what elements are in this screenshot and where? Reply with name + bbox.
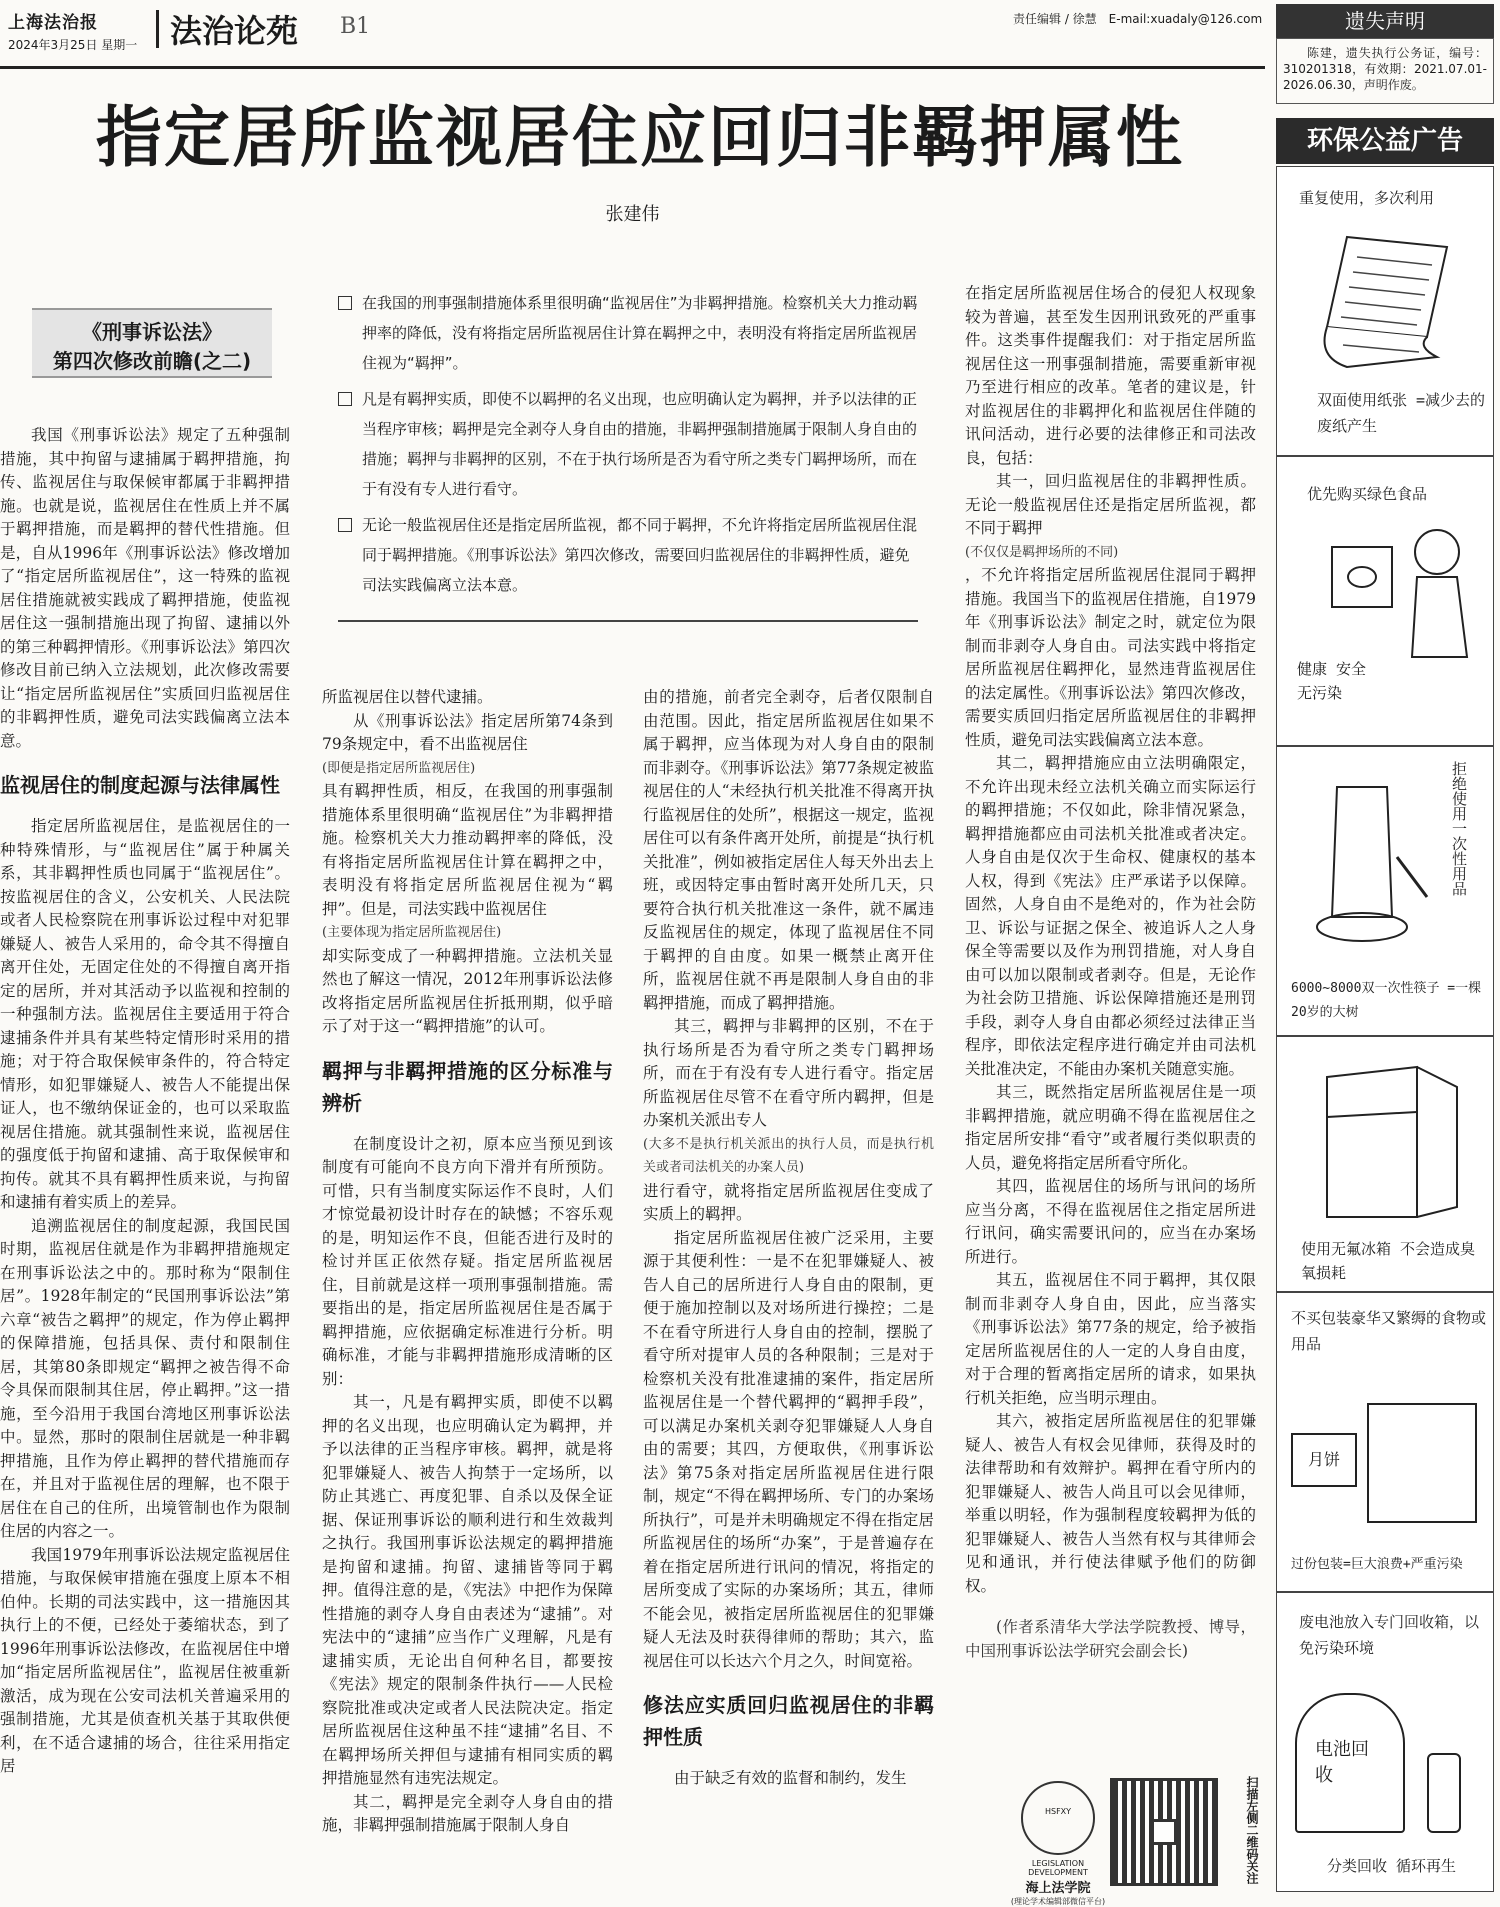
logo-emblem: HSFXY — [1021, 1781, 1095, 1855]
paragraph: 我国1979年刑事诉讼法规定监视居住措施，与取保候审措施在强度上原本不相伯仲。长期的司法实践中，这一措施因其执行上的不便，已经处于萎缩状态，到了1996年刑事诉讼法修改，在监视居住中增加“指定居所监视居住”，监视居住被重新激活，成为现在公安司法机关普遍采用的强制措施，尤其是侦查机关基于其取供便利，在不适合逮捕的场合，往往采用指定居 — [0, 1545, 290, 1775]
paragraph: 我国《刑事诉讼法》规定了五种强制措施，其中拘留与逮捕属于羁押措施，拘传、监视居住与取保候审都属于非羁押措施。也就是说，监视居住在性质上并不属于羁押措施，而是羁押的替代性措施。但是，自从1996年《刑事诉讼法》修改增加了“指定居所监视居住”，这一特殊的监视居住措施就被实践成了羁押措施，使监视居住这一强制措施出现了拘留、逮捕以外的第三种羁押情形。《刑事诉讼法》第四次修改目前已纳入立法规划，此次修改需要让“指定居所监视居住”实质回归监视居住的非羁押性质，避免司法实践偏离立法本意。 — [0, 426, 290, 750]
paragraph: 其一，凡是有羁押实质，即使不以羁押的名义出现，也应明确认定为羁押，并予以法律的正当程序审核。羁押，就是将犯罪嫌疑人、被告人拘禁于一定场所，以防止其逃亡、再度犯罪、自杀以及保全证据、保证刑事诉讼的顺利进行和生效裁判之执行。我国刑事诉讼法规定的羁押措施是拘留和逮捕。拘留、逮捕皆等同于羁押。值得注意的是，《宪法》中把作为保障性措施的剥夺人身自由表述为“逮捕”。对宪法中的“逮捕”应当作广义理解，凡是有逮捕实质，无论出自何种名目，都要按《宪法》规定的限制条件执行——人民检察院批准或决定或者人民法院决定。指定居所监视居住这种虽不挂“逮捕”名目、不在羁押场所关押但与逮捕有相同实质的羁押措施显然有违宪法规定。 — [322, 1393, 613, 1787]
mooncake-box-icon: 月饼 — [1291, 1433, 1357, 1487]
fridge-icon — [1307, 1057, 1467, 1227]
checkbox-icon — [338, 296, 352, 310]
paragraph: 指定居所监视居住，是监视居住的一种特殊情形，与“监视居住”属于种属关系，其非羁押性质也同属于“监视居住”。按监视居住的含义，公安机关、人民法院或者人民检察院在刑事诉讼过程中对犯罪嫌疑人、被告人采用的，命令其不得擅自离开住处，无固定住处的不得擅自离开指定的居所，并对其活动予以监视和控制的一种强制方法。监视居住主要适用于符合逮捕条件并具有某些特定情形时采用的措施；对于符合取保候审条件的，符合特定情形，如犯罪嫌疑人、被告人不能提出保证人，也不缴纳保证金的，也可以采取监视居住措施。就其强制性来说，监视居住的强度低于拘留和逮捕、高于取保候审和拘传。就其不具有羁押性质来说，与拘留和逮捕有着实质上的差异。 — [0, 817, 290, 1211]
eco-panel-paper: 重复使用，多次利用 双面使用纸张 =减少去的废纸产生 — [1276, 166, 1494, 456]
paragraph: 指定居所监视居住被广泛采用，主要源于其便利性：一是不在犯罪嫌疑人、被告人自己的居所进行人身自由的限制，更便于施加控制以及对场所进行操控；二是不在看守所进行人身自由的控制，摆脱了看守所对提审人员的各种限制；三是对于检察机关没有批准逮捕的案件，指定居所监视居住是一个替代羁押的“羁押手段”，可以满足办案机关剥夺犯罪嫌疑人人身自由的需要；其四，方便取供，《刑事诉讼法》第75条对指定居所监视居住进行限制，规定“不得在羁押场所、专门的办案场所执行”，可是并未明确规定不得在指定居所监视居住的场所“办案”，于是普遍存在着在指定居所进行讯问的情况，将指定的居所变成了实际的办案场所；其五，律师不能会见，被指定居所监视居住的犯罪嫌疑人无法及时获得律师的帮助；其六，监视居住可以长达六个月之久，时间宽裕。 — [643, 1228, 934, 1670]
battery-icon — [1427, 1753, 1461, 1833]
gift-boxes-icon — [1367, 1403, 1477, 1523]
article-column-4 — [965, 282, 1256, 1782]
series-line-2: 第四次修改前瞻(之二) — [52, 349, 252, 373]
inline-note: (大多不是执行机关派出的执行人员，而是执行机关或者司法机关的办案人员) — [643, 1136, 934, 1175]
paragraph: 由于缺乏有效的监督和制约，发生 — [674, 1769, 907, 1787]
lost-notice-title: 遗失声明 — [1276, 4, 1494, 38]
section-name: 法治论苑 — [170, 12, 299, 50]
paragraph: 其二，羁押是完全剥夺人身自由的措施，非羁押强制措施属于限制人身自 — [322, 1792, 613, 1834]
series-line-1: 《刑事诉讼法》 — [82, 320, 222, 344]
law-school-logo — [1008, 1775, 1108, 1906]
page-number: B1 — [340, 14, 371, 39]
editor-line: 责任编辑 / 徐慧 E-mail:xuadaly@126.com — [1013, 12, 1263, 26]
recycle-bin-icon: 电池回收 — [1295, 1693, 1405, 1833]
subheading: 修法应实质回归监视居住的非羁押性质 — [643, 1693, 934, 1749]
paper-sheets-icon — [1307, 227, 1467, 377]
article-column-2 — [322, 686, 613, 1894]
paragraph: 其六，被指定居所监视居住的犯罪嫌疑人、被告人有权会见律师，获得及时的法律帮助和有效辩护。羁押在看守所内的犯罪嫌疑人、被告人尚且可以会见律师，举重以明轻，作为强制程度较羁押为低的犯罪嫌疑人、被告人当然有权与其律师会见和通讯，并行使法律赋予他们的防御权。 — [965, 1412, 1256, 1595]
summary-item: 凡是有羁押实质，即使不以羁押的名义出现，也应明确认定为羁押，并予以法律的正当程序审核；羁押是完全剥夺人身自由的措施，非羁押强制措施属于限制人身自由的措施；羁押与非羁押的区别，不在于执行场所是否为看守所之类专门羁押场所，而在于有没有专人进行看守。 — [338, 384, 918, 504]
paragraph: 其一，回归监视居住的非羁押性质。无论一般监视居住还是指定居所监视，都不同于羁押 — [965, 472, 1256, 537]
paragraph: 所监视居住以替代逮捕。 — [322, 688, 493, 706]
author: 张建伟 — [605, 204, 660, 225]
paragraph: 由的措施，前者完全剥夺，后者仅限制自由范围。因此，指定居所监视居住如果不属于羁押，应当体现为对人身自由的限制而非剥夺。《刑事诉讼法》第77条规定被监视居住的人“未经执行机关批准不得离开执行监视居住的处所”，根据这一规定，监视居住可以有条件离开处所，前提是“执行机关批准”，例如被指定居住人每天外出去上班，或因特定事由暂时离开处所几天，只要符合执行机关批准这一条件，就不属违反监视居住的规定，体现了监视居住不同于羁押的自由度。如果一概禁止离开住所，监视居住就不再是限制人身自由的非羁押措施，而成了羁押措施。 — [643, 688, 934, 1012]
eco-panel-green-food: 优先购买绿色食品 健康 安全 无污染 — [1276, 456, 1494, 746]
paragraph: 追溯监视居住的制度起源，我国民国时期，监视居住就是作为非羁押措施规定在刑事诉讼法之中的。那时称为“限制住居”。1928年制定的“民国刑事诉讼法”第六章“被告之羁押”的规定，作为停止羁押的保障措施，包括具保、责付和限制住居，其第80条即规定“羁押之被告得不命令具保而限制其住居，停止羁押。”这一措施，至今沿用于我国台湾地区刑事诉讼法中。显然，那时的限制住居就是一种非羁押措施，且作为停止羁押的替代措施而存在，并且对于监视住居的理解，也不限于居住在自己的住所，出境管制也作为限制住居的内容之一。 — [0, 1216, 290, 1540]
paragraph: 从《刑事诉讼法》指定居所第74条到79条规定中，看不出监视居住 — [322, 711, 613, 753]
paragraph: 其四，监视居住的场所与讯问的场所应当分离，不得在监视居住之指定居所进行讯问，确实需要讯问的，应当在办案场所进行。 — [965, 1177, 1256, 1266]
inline-note: (不仅仅是羁押场所的不同) — [965, 544, 1119, 560]
checkbox-icon — [338, 518, 352, 532]
summary-item: 在我国的刑事强制措施体系里很明确“监视居住”为非羁押措施。检察机关大力推动羁押率的降低，没有将指定居所监视居住计算在羁押之中，表明没有将指定居所监视居住视为“羁押”。 — [338, 288, 918, 378]
eco-panel-packaging: 不买包装豪华又繁缛的食物或用品 月饼 过份包装=巨大浪费+严重污染 — [1276, 1292, 1494, 1592]
paragraph: 在制度设计之初，原本应当预见到该制度有可能向不良方向下滑并有所预防。可惜，只有当制度实际运作不良时，人们才惊觉最初设计时存在的缺憾；不容乐观的是，明知运作不良，但能否进行及时的检讨并匡正依然存疑。指定居所监视居住，目前就是这样一项刑事强制措施。需要指出的是，指定居所监视居住是否属于羁押措施，应依据确定标准进行分析。明确标准，才能与非羁押措施形成清晰的区别： — [322, 1134, 613, 1388]
article-column-1 — [0, 424, 290, 1894]
paragraph: ，不允许将指定居所监视居住混同于羁押措施。我国当下的监视居住措施，自1979年《刑事诉讼法》制定之时，就定位为限制而非剥夺人身自由。司法实践中将指定居所监视居住羁押化，显然违背监视居住的法定属性。《刑事诉讼法》第四次修改，需要实质回归指定居所监视居住的非羁押性质，避免司法实践偏离立法本意。 — [965, 566, 1256, 749]
shopper-girl-icon — [1322, 517, 1482, 667]
inline-note: (主要体现为指定居所监视居住) — [322, 925, 502, 940]
article-column-3 — [643, 686, 934, 1894]
eco-panel-fridge: 使用无氟冰箱 不会造成臭氧损耗 — [1276, 1036, 1494, 1292]
inline-note: (即便是指定居所监视居住) — [322, 760, 476, 776]
paragraph: 进行看守，就将指定居所监视居住变成了实质上的羁押。 — [643, 1181, 934, 1223]
eco-panel-battery: 废电池放入专门回收箱，以免污染环境 电池回收 分类回收 循环再生 — [1276, 1592, 1494, 1892]
logo-ring-text: LEGISLATION DEVELOPMENT — [1028, 1859, 1088, 1877]
header-rule — [0, 66, 1265, 69]
paragraph: 其二，羁押措施应由立法明确限定，不允许出现未经立法机关确立而实际运行的羁押措施；不仅如此，除非情况紧急，羁押措施都应由司法机关批准或者决定。人身自由是仅次于生命权、健康权的基本人权，得到《宪法》庄严承诺予以保障。固然，人身自由不是绝对的，作为社会防卫、诉讼与证据之保全、被追诉人之人身保全等需要以及作为刑罚措施，对人身自由可以加以限制或者剥夺。但是，无论作为社会防卫措施、诉讼保障措施还是刑罚手段，剥夺人身自由都必须经过法律正当程序，即依法定程序进行确定并由司法机关批准决定，不能由办案机关随意实施。 — [965, 754, 1256, 1078]
qr-caption: 扫描左侧二维码关注 — [1245, 1776, 1259, 1884]
paragraph: 其五，监视居住不同于羁押，其仅限制而非剥夺人身自由，因此，应当落实《刑事诉讼法》第77条的规定，给予被指定居所监视居住的人一定的人身自由度，对于合理的暂离指定居所的请求，如果执行机关拒绝，应当明示理由。 — [965, 1271, 1256, 1407]
summary-item: 无论一般监视居住还是指定居所监视，都不同于羁押，不允许将指定居所监视居住混同于羁押措施。《刑事诉讼法》第四次修改，需要回归监视居住的非羁押性质，避免司法实践偏离立法本意。 — [338, 510, 918, 600]
subheading: 监视居住的制度起源与法律属性 — [0, 773, 280, 797]
lost-notice-text: 陈建，遗失执行公务证，编号：310201318，有效期：2021.07.01-2026.06.30，声明作废。 — [1276, 38, 1494, 104]
logo-subtitle: (理论学术编辑部微信平台) — [1010, 1897, 1106, 1906]
series-tag — [32, 308, 272, 378]
qr-center-icon — [1151, 1819, 1177, 1845]
paper-logo: 上海法治报 — [8, 13, 98, 33]
author-bio: (作者系清华大学法学院教授、博导，中国刑事诉讼法学研究会副会长) — [965, 1618, 1256, 1660]
qr-code[interactable] — [1110, 1778, 1218, 1886]
tree-stump-icon — [1297, 767, 1437, 967]
paragraph: 其三，羁押与非羁押的区别，不在于执行场所是否为看守所之类专门羁押场所，而在于有没有专人进行看守。指定居所监视居住尽管不在看守所内羁押，但是办案机关派出专人 — [643, 1017, 934, 1129]
paragraph: 其三，既然指定居所监视居住是一项非羁押措施，就应明确不得在监视居住之指定居所安排“看守”或者履行类似职责的人员，避免将指定居所看守所化。 — [965, 1083, 1256, 1172]
eco-ad-title: 环保公益广告 — [1276, 118, 1494, 164]
eco-panel-chopsticks: 拒绝使用一次性用品 6000~8000双一次性筷子 =一棵 20岁的大树 — [1276, 746, 1494, 1036]
summary-box — [338, 288, 918, 622]
issue-date: 2024年3月25日 星期一 — [8, 38, 138, 52]
checkbox-icon — [338, 392, 352, 406]
paragraph: 却实际变成了一种羁押措施。立法机关显然也了解这一情况，2012年刑事诉讼法修改将指定居所监视居住折抵刑期，似乎暗示了对于这一“羁押措施”的认可。 — [322, 946, 613, 1035]
paragraph: 具有羁押性质，相反，在我国的刑事强制措施体系里很明确“监视居住”为非羁押措施。检察机关大力推动羁押率的降低，没有将指定居所监视居住计算在羁押之中，表明没有将指定居所监视居住视为“羁押”。但是，司法实践中监视居住 — [322, 782, 613, 918]
masthead-divider — [156, 10, 159, 48]
headline: 指定居所监视居住应回归非羁押属性 — [96, 99, 1184, 176]
logo-name: 海上法学院 — [1025, 1881, 1091, 1896]
paragraph: 在指定居所监视居住场合的侵犯人权现象较为普遍，甚至发生因刑讯致死的严重事件。这类事件提醒我们：对于指定居所监视居住这一刑事强制措施，需要重新审视乃至进行相应的改革。笔者的建议是，针对监视居住的非羁押化和监视居住伴随的讯问活动，进行必要的法律修正和司法改良，包括： — [965, 284, 1256, 467]
subheading: 羁押与非羁押措施的区分标准与辨析 — [322, 1058, 613, 1115]
